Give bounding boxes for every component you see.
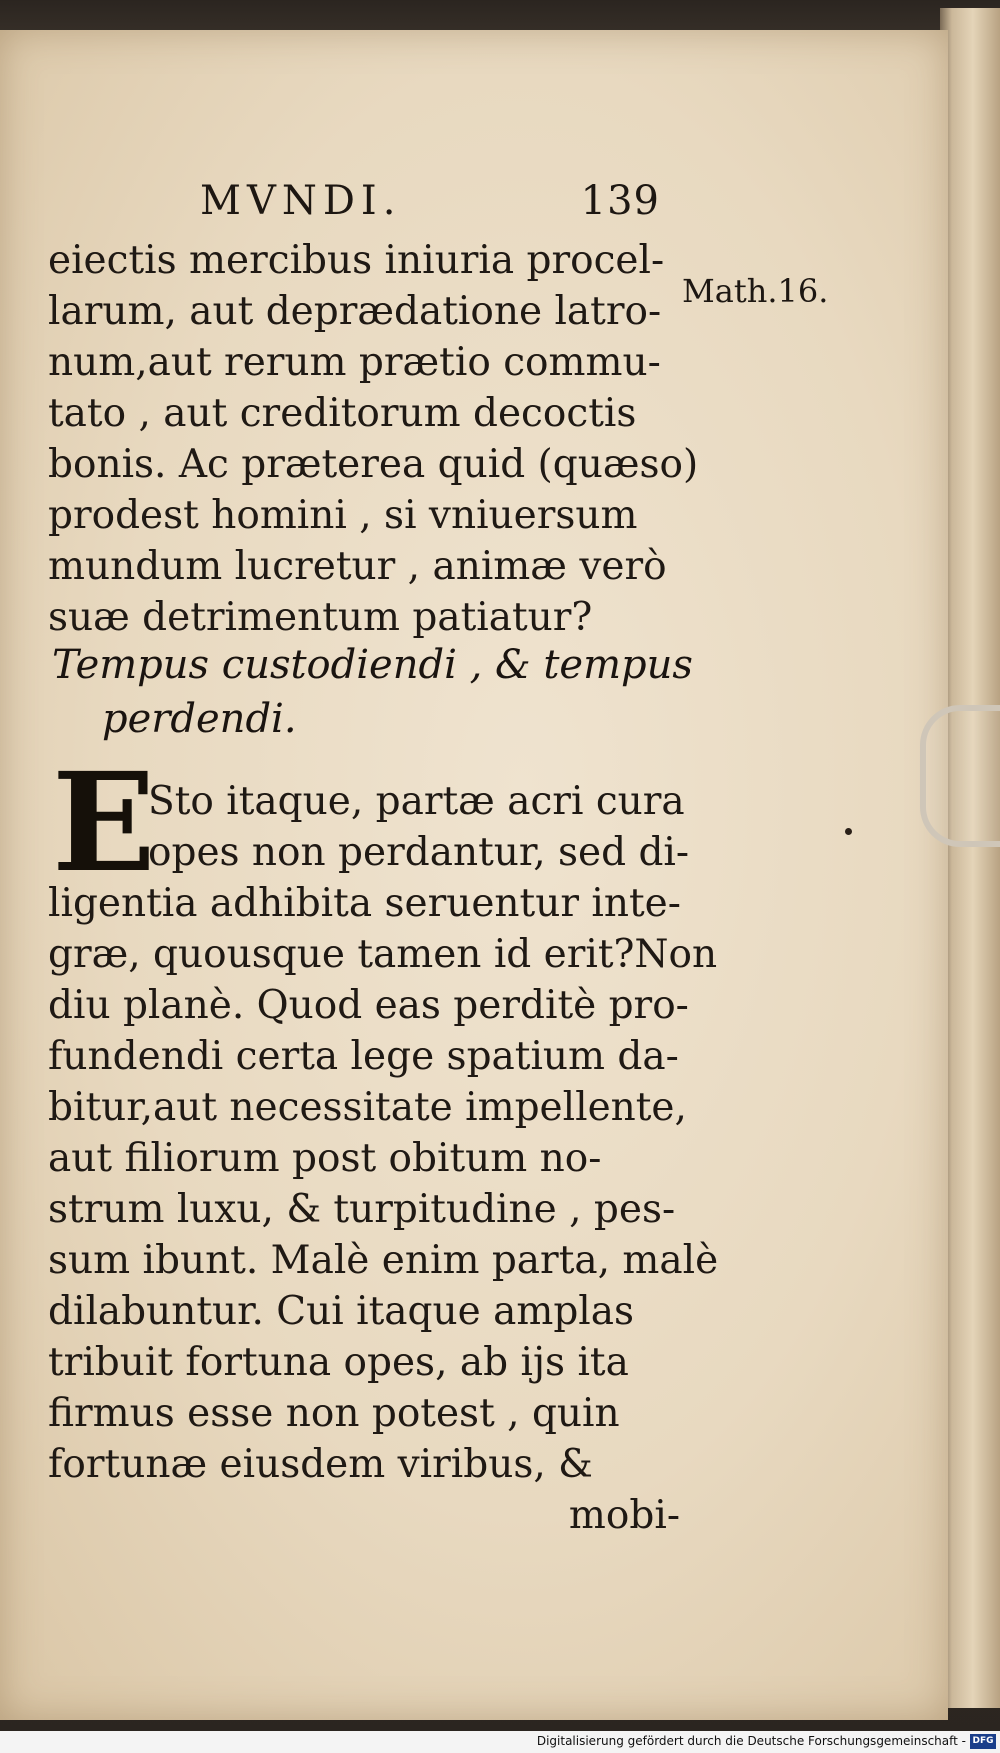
text-line: bonis. Ac præterea quid (quæso) [48,442,699,487]
text-line: Sto itaque, partæ acri cura [148,779,685,824]
text-line: strum luxu, & turpitudine , pes- [48,1187,676,1232]
text-line: mundum lucretur , animæ verò [48,544,667,589]
heading-line: Tempus custodiendi , & tempus [52,642,693,688]
text-line: firmus esse non potest , quin [48,1391,620,1436]
book-clasp [920,705,1000,847]
catchword: mobi- [568,1493,680,1538]
drop-cap: E [52,743,156,903]
text-line: tribuit fortuna opes, ab ijs ita [48,1340,629,1385]
section-heading [52,638,693,746]
text-line: prodest homini , si vniuersum [48,493,638,538]
text-line: aut filiorum post obitum no- [48,1136,602,1181]
text-line: diu planè. Quod eas perditè pro- [48,983,689,1028]
text-line: græ, quousque tamen id erit?Non [48,932,718,977]
text-line: num,aut rerum prætio commu- [48,340,661,385]
ink-spot [845,828,852,835]
page-fore-edge [940,8,1000,1708]
text-line: tato , aut creditorum decoctis [48,391,637,436]
footer-bar [0,1731,1000,1753]
text-line: sum ibunt. Malè enim parta, malè [48,1238,719,1283]
marginal-note: Math.16. [682,272,829,310]
paragraph-2 [48,776,719,1541]
paragraph-1 [48,235,699,643]
running-title: MVNDI. [200,178,402,224]
heading-line: perdendi. [102,696,297,742]
funding-credit: Digitalisierung gefördert durch die Deutsche Forschungsgemeinschaft - [536,1734,966,1748]
page-number: 139 [580,178,660,224]
text-line: suæ detrimentum patiatur? [48,595,593,640]
text-line: eiectis mercibus iniuria procel- [48,238,665,283]
text-line: ligentia adhibita seruentur inte- [48,881,681,926]
text-line: opes non perdantur, sed di- [148,830,690,875]
page-header [200,178,660,238]
text-line: fundendi certa lege spatium da- [48,1034,679,1079]
text-line: fortunæ eiusdem viribus, & [48,1442,593,1487]
dfg-logo-icon: DFG [970,1734,996,1749]
text-line: dilabuntur. Cui itaque amplas [48,1289,635,1334]
text-line: bitur,aut necessitate impellente, [48,1085,687,1130]
text-line: larum, aut deprædatione latro- [48,289,662,334]
